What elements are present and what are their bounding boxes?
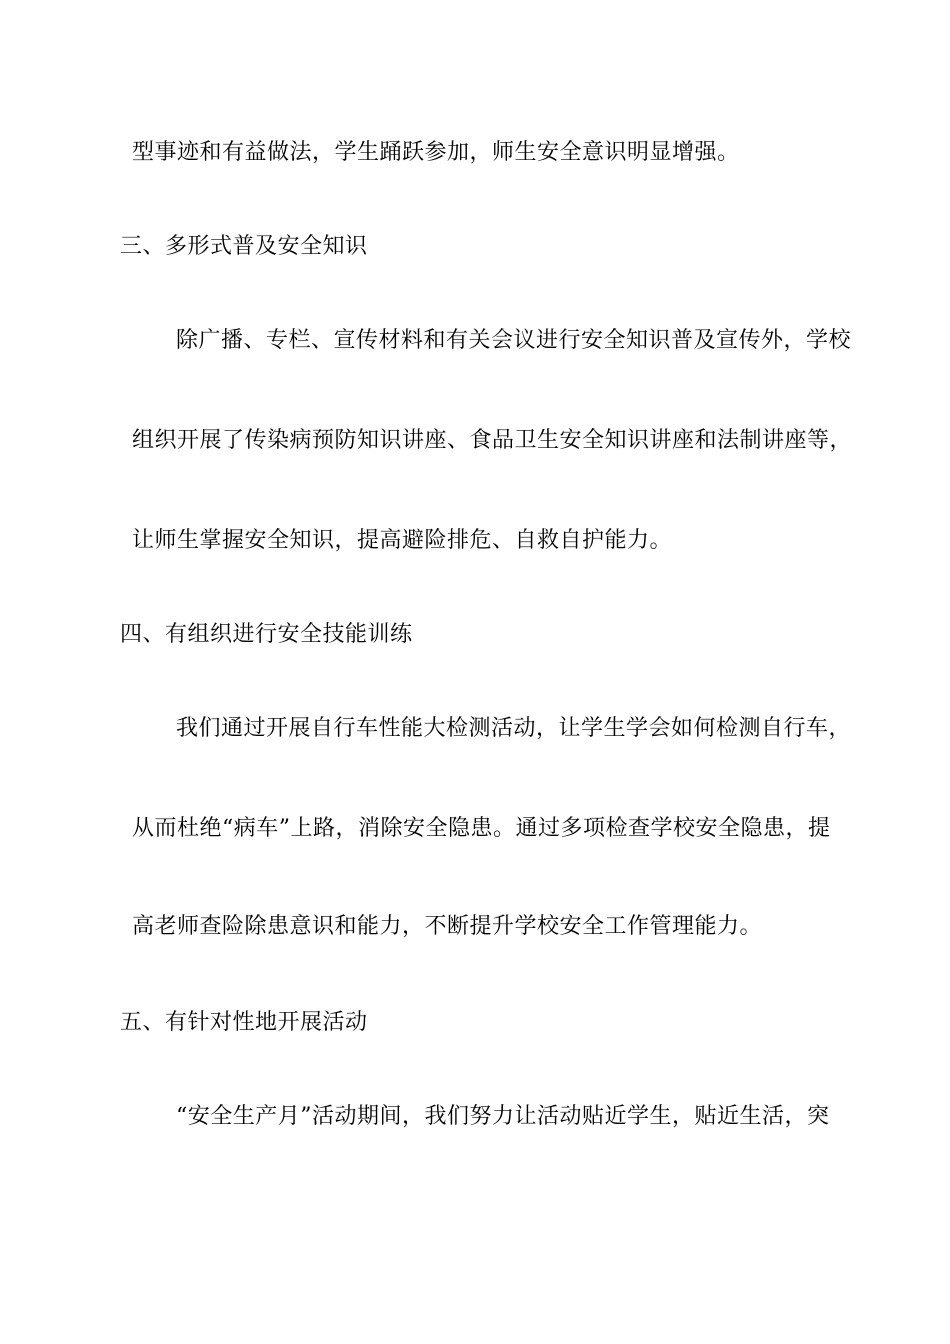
paragraph-line: 高老师查险除患意识和能力，不断提升学校安全工作管理能力。 <box>132 914 763 939</box>
paragraph-line: 型事迹和有益做法，学生踊跃参加，师生安全意识明显增强。 <box>132 140 740 165</box>
paragraph-line: 除广播、专栏、宣传材料和有关会议进行安全知识普及宣传外，学校 <box>176 328 852 353</box>
paragraph-line: 我们通过开展自行车性能大检测活动，让学生学会如何检测自行车， <box>176 716 852 741</box>
paragraph-line: “安全生产月”活动期间，我们努力让活动贴近学生，贴近生活，突 <box>176 1104 830 1129</box>
section-heading: 三、多形式普及安全知识 <box>120 234 368 259</box>
paragraph-line: 让师生掌握安全知识，提高避险排危、自救自护能力。 <box>132 528 673 553</box>
paragraph-line: 组织开展了传染病预防知识讲座、食品卫生安全知识讲座和法制讲座等， <box>132 428 853 453</box>
section-heading: 四、有组织进行安全技能训练 <box>120 622 413 647</box>
section-heading: 五、有针对性地开展活动 <box>120 1010 368 1035</box>
paragraph-line: 从而杜绝“病车”上路，消除安全隐患。通过多项检查学校安全隐患，提 <box>132 816 831 841</box>
